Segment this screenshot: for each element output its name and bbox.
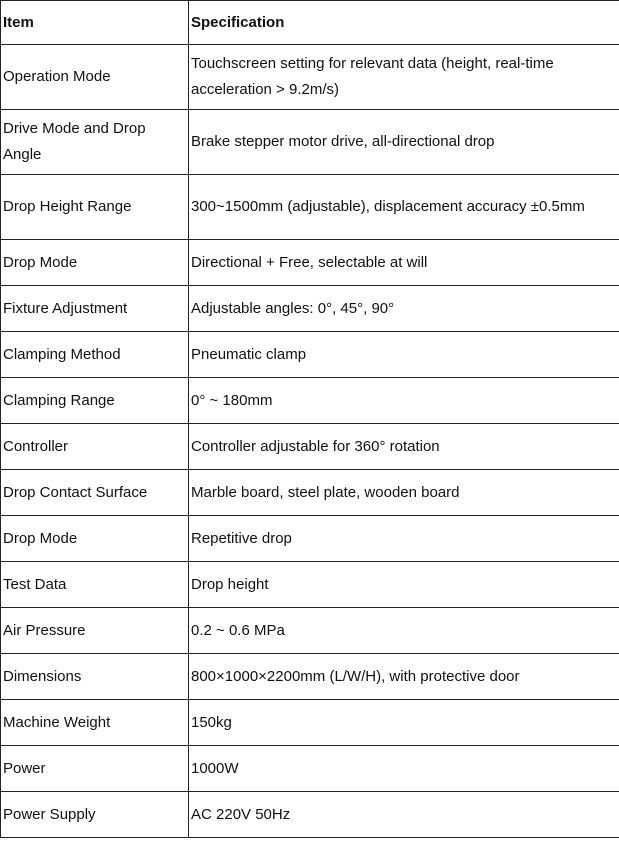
row-spec: Repetitive drop [189, 516, 619, 562]
row-item: Clamping Range [1, 378, 189, 424]
table-row [1, 792, 619, 838]
table-row [1, 746, 619, 792]
row-spec: Directional + Free, selectable at will [189, 240, 619, 286]
row-spec: Marble board, steel plate, wooden board [189, 470, 619, 516]
row-item: Clamping Method [1, 332, 189, 378]
table-row [1, 700, 619, 746]
table-row [1, 175, 619, 240]
header-item: Item [1, 1, 189, 45]
table-row [1, 240, 619, 286]
row-item: Operation Mode [1, 45, 189, 110]
row-item: Test Data [1, 562, 189, 608]
row-spec: 300~1500mm (adjustable), displacement accuracy ±0.5mm [189, 175, 619, 240]
table-row [1, 378, 619, 424]
row-item: Fixture Adjustment [1, 286, 189, 332]
table-row [1, 424, 619, 470]
table-header-row [1, 1, 619, 45]
row-item: Drop Contact Surface [1, 470, 189, 516]
row-item: Power Supply [1, 792, 189, 838]
table-row [1, 286, 619, 332]
row-item: Dimensions [1, 654, 189, 700]
row-spec: 150kg [189, 700, 619, 746]
row-item: Drop Height Range [1, 175, 189, 240]
row-spec: 0° ~ 180mm [189, 378, 619, 424]
row-spec: 1000W [189, 746, 619, 792]
table-row [1, 562, 619, 608]
row-spec: Drop height [189, 562, 619, 608]
row-item: Drive Mode and Drop Angle [1, 110, 189, 175]
row-spec: Controller adjustable for 360° rotation [189, 424, 619, 470]
row-spec: Touchscreen setting for relevant data (height, real-time acceleration > 9.2m/s) [189, 45, 619, 110]
row-item: Drop Mode [1, 240, 189, 286]
table-row [1, 332, 619, 378]
row-spec: 800×1000×2200mm (L/W/H), with protective door [189, 654, 619, 700]
row-item: Controller [1, 424, 189, 470]
table-row [1, 516, 619, 562]
table-row [1, 654, 619, 700]
table-row [1, 110, 619, 175]
row-spec: Pneumatic clamp [189, 332, 619, 378]
row-item: Power [1, 746, 189, 792]
row-item: Air Pressure [1, 608, 189, 654]
row-item: Machine Weight [1, 700, 189, 746]
table-row [1, 45, 619, 110]
row-spec: 0.2 ~ 0.6 MPa [189, 608, 619, 654]
table-row [1, 470, 619, 516]
row-spec: Adjustable angles: 0°, 45°, 90° [189, 286, 619, 332]
table-row [1, 608, 619, 654]
row-spec: AC 220V 50Hz [189, 792, 619, 838]
row-spec: Brake stepper motor drive, all-directional drop [189, 110, 619, 175]
row-item: Drop Mode [1, 516, 189, 562]
header-specification: Specification [189, 1, 619, 45]
